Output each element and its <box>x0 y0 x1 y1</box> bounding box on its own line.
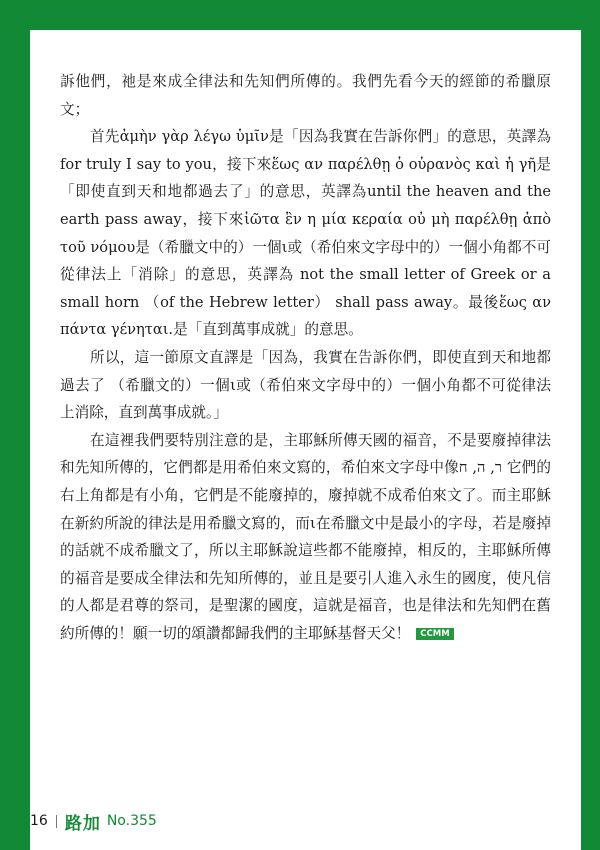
issue-number: No.355 <box>106 813 157 829</box>
page-footer <box>30 809 157 833</box>
paragraph-intro: 訴他們，祂是來成全律法和先知們所傳的。我們先看今天的經節的希臘原文； <box>60 73 551 118</box>
paragraph-greek-analysis: 首先ἀμὴν γὰρ λέγω ὑμῖν是「因為我實在告訴你們」的意思，英譯為for truly I say to you，接下來ἕως αν παρέλθῃ ὁ οὐρανὸς καὶ ἡ γῆ是「即使直到天和地都過去了」的意思，英譯為until the heaven and the earth pass away，接下來ἰῶτα ἓν η μία κεραία οὐ μὴ παρέλθῃ ἀπὸ τοῦ νόμου是（希臘文中的）一個ι或（希伯來文字母中的）一個小角都不可從律法上「消除」的意思，英譯為 not the small letter of Greek or a small horn （of the Hebrew letter） shall pass away。最後ἕως αν πάντα γένηται.是「直到萬事成就」的意思。 <box>60 128 551 339</box>
footer-divider <box>56 815 57 828</box>
paragraph-conclusion-text: 在這裡我們要特別注意的是，主耶穌所傳天國的福音，不是要廢掉律法和先知所傳的，它們都是用希伯來文寫的，希伯來文字母中像ר, ה, ח 它們的右上角都是有小角，它們是不能廢掉的，廢掉就不成希伯來文了。而主耶穌在新約所說的律法是用希臘文寫的，而ι在希臘文中是最小的字母，若是廢掉的話就不成希臘文了，所以主耶穌說這些都不能廢掉，相反的，主耶穌所傳的福音是要成全律法和先知所傳的，並且是要引人進入永生的國度，使凡信的人都是君尊的祭司，是聖潔的國度，這就是福音，也是律法和先知們在舊約所傳的！願一切的頌讚都歸我們的主耶穌基督天父！ <box>60 431 551 642</box>
page-frame-right <box>581 0 600 850</box>
page-number: 16 <box>30 813 48 829</box>
page-frame-top <box>0 0 600 30</box>
magazine-logo: 路加 <box>64 813 101 834</box>
page-frame-left <box>0 0 30 850</box>
paragraph-conclusion <box>60 427 551 648</box>
magazine-page <box>30 30 581 850</box>
article-body <box>60 68 551 647</box>
paragraph-literal-translation: 所以，這一節原文直譯是「因為，我實在告訴你們，即使直到天和地都過去了 （希臘文的）一個ι或（希伯來文字母中的）一個小角都不可從律法上消除，直到萬事成就。」 <box>60 348 551 422</box>
ccmm-end-badge: CCMM <box>416 628 453 640</box>
